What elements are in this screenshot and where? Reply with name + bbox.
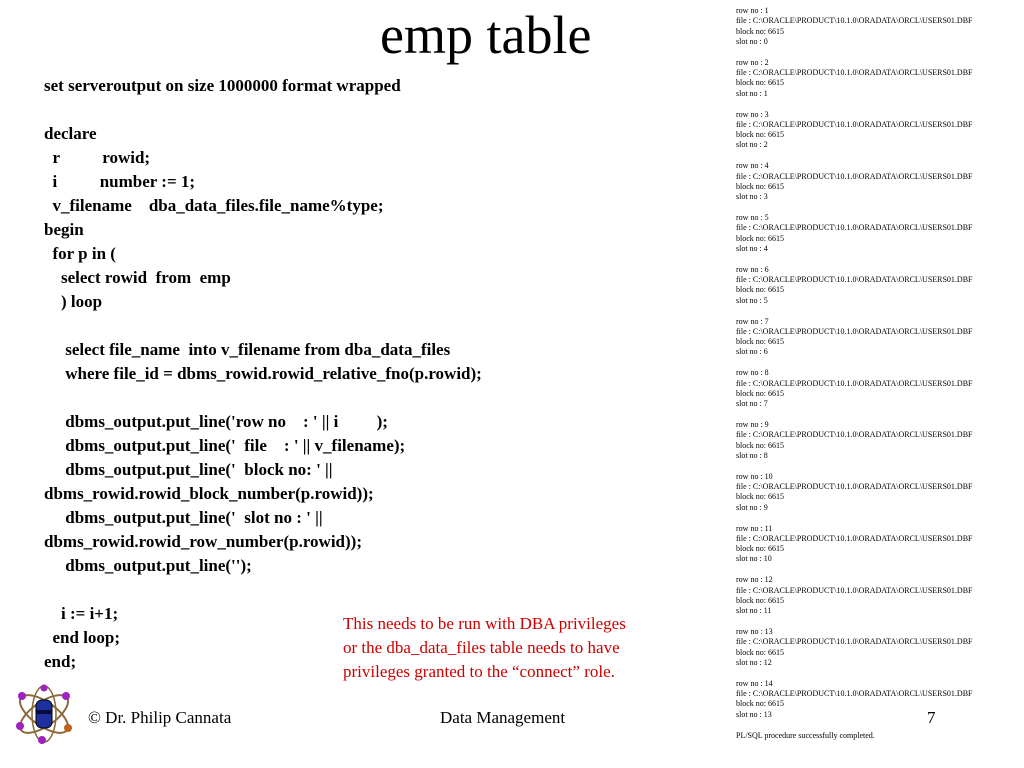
code-listing	[44, 74, 482, 674]
output-line: row no : 9	[736, 420, 769, 429]
footer-course: Data Management	[440, 708, 566, 727]
code-line: i := i+1;	[44, 604, 119, 623]
output-line: slot no : 5	[736, 295, 768, 305]
output-record	[736, 679, 973, 720]
output-line: file : C:\ORACLE\PRODUCT\10.1.0\ORADATA\ORCL\USERS01.DBF	[736, 637, 973, 647]
output-line: block no: 6615	[736, 595, 784, 605]
output-line: file : C:\ORACLE\PRODUCT\10.1.0\ORADATA\ORCL\USERS01.DBF	[736, 533, 973, 543]
code-line: select file_name into v_filename from dba_data_files	[44, 340, 451, 359]
output-line: row no : 14	[736, 678, 773, 688]
output-line: file : C:\ORACLE\PRODUCT\10.1.0\ORADATA\ORCL\USERS01.DBF	[736, 171, 973, 181]
output-completion-message: PL/SQL procedure successfully completed.	[736, 730, 875, 740]
code-line: declare	[44, 124, 97, 143]
output-line: row no : 11	[736, 523, 773, 533]
code-line	[44, 98, 482, 122]
output-line: row no : 12	[736, 575, 773, 585]
output-line: block no: 6615	[736, 440, 784, 450]
code-line: end;	[44, 652, 77, 671]
output-line: file : C:\ORACLE\PRODUCT\10.1.0\ORADATA\ORCL\USERS01.DBF	[736, 482, 973, 491]
code-line: dbms_output.put_line('row no : ' || i );	[44, 412, 388, 431]
output-line: file : C:\ORACLE\PRODUCT\10.1.0\ORADATA\ORCL\USERS01.DBF	[736, 275, 973, 284]
output-line: block no: 6615	[736, 388, 784, 398]
slide-title: emp table	[380, 5, 592, 65]
output-line: slot no : 8	[736, 450, 768, 460]
output-record	[736, 317, 973, 358]
output-line: slot no : 7	[736, 399, 768, 408]
output-line: row no : 2	[736, 57, 769, 67]
molecule-logo-icon	[12, 682, 76, 746]
note-line: This needs to be run with DBA privileges	[343, 614, 626, 633]
output-record	[736, 575, 973, 616]
output-line: slot no : 0	[736, 36, 768, 46]
output-record	[736, 420, 973, 461]
note-line: privileges granted to the “connect” role.	[343, 662, 615, 681]
output-line: slot no : 10	[736, 554, 772, 564]
code-line: begin	[44, 220, 84, 239]
output-line: row no : 7	[736, 316, 769, 326]
output-line: file : C:\ORACLE\PRODUCT\10.1.0\ORADATA\ORCL\USERS01.DBF	[736, 223, 973, 233]
code-line: dbms_output.put_line('');	[44, 556, 252, 575]
output-line: block no: 6615	[736, 699, 784, 709]
output-line: block no: 6615	[736, 233, 784, 243]
output-line: block no: 6615	[736, 130, 784, 139]
code-line: dbms_output.put_line(' file : ' || v_filename);	[44, 436, 406, 455]
code-line: end loop;	[44, 628, 121, 647]
output-line: row no : 8	[736, 368, 769, 378]
note-line: or the dba_data_files table needs to have	[343, 638, 620, 657]
output-record	[736, 524, 973, 565]
code-line: for p in (	[44, 244, 116, 263]
output-line: file : C:\ORACLE\PRODUCT\10.1.0\ORADATA\ORCL\USERS01.DBF	[736, 378, 973, 388]
output-line: row no : 10	[736, 471, 773, 481]
footer-author: © Dr. Philip Cannata	[88, 708, 232, 727]
output-line: slot no : 12	[736, 657, 772, 667]
output-line: slot no : 2	[736, 140, 768, 150]
output-line: file : C:\ORACLE\PRODUCT\10.1.0\ORADATA\ORCL\USERS01.DBF	[736, 119, 973, 129]
output-line: row no : 13	[736, 627, 773, 636]
code-line: where file_id = dbms_rowid.rowid_relative_fno(p.rowid);	[44, 364, 482, 383]
output-line: block no: 6615	[736, 544, 784, 553]
code-line: ) loop	[44, 292, 103, 311]
code-line: r rowid;	[44, 148, 151, 167]
output-line: file : C:\ORACLE\PRODUCT\10.1.0\ORADATA\ORCL\USERS01.DBF	[736, 16, 973, 26]
code-line: i number := 1;	[44, 172, 196, 191]
output-line: file : C:\ORACLE\PRODUCT\10.1.0\ORADATA\ORCL\USERS01.DBF	[736, 585, 973, 595]
output-record	[736, 265, 973, 306]
output-line: block no: 6615	[736, 647, 784, 657]
output-record	[736, 161, 973, 202]
output-line: slot no : 11	[736, 606, 772, 615]
output-line: file : C:\ORACLE\PRODUCT\10.1.0\ORADATA\ORCL\USERS01.DBF	[736, 430, 973, 440]
code-line: dbms_rowid.rowid_row_number(p.rowid));	[44, 532, 362, 551]
query-output	[736, 6, 973, 741]
code-line	[44, 386, 482, 410]
code-line: set serveroutput on size 1000000 format wrapped	[44, 76, 401, 95]
output-line: row no : 5	[736, 213, 769, 222]
output-line: row no : 6	[736, 264, 769, 274]
code-line: v_filename dba_data_files.file_name%type;	[44, 196, 384, 215]
output-line: slot no : 4	[736, 243, 768, 253]
output-line: block no: 6615	[736, 181, 784, 191]
output-line: row no : 3	[736, 109, 769, 119]
privilege-note	[343, 612, 703, 684]
output-line: block no: 6615	[736, 285, 784, 295]
output-record	[736, 472, 973, 513]
output-line: slot no : 3	[736, 192, 768, 201]
output-line: block no: 6615	[736, 337, 784, 346]
code-line: select rowid from emp	[44, 268, 231, 287]
output-record	[736, 6, 973, 47]
output-record	[736, 368, 973, 409]
code-line: dbms_output.put_line(' block no: ' ||	[44, 460, 333, 479]
page-number: 7	[927, 708, 936, 727]
output-record	[736, 627, 973, 668]
code-line	[44, 578, 482, 602]
output-line: file : C:\ORACLE\PRODUCT\10.1.0\ORADATA\ORCL\USERS01.DBF	[736, 68, 973, 77]
output-line: block no: 6615	[736, 26, 784, 36]
output-record	[736, 110, 973, 151]
output-record	[736, 58, 973, 99]
output-line: row no : 1	[736, 6, 769, 15]
output-line: file : C:\ORACLE\PRODUCT\10.1.0\ORADATA\ORCL\USERS01.DBF	[736, 326, 973, 336]
code-line: dbms_output.put_line(' slot no : ' ||	[44, 508, 323, 527]
code-line	[44, 314, 482, 338]
output-line: slot no : 1	[736, 88, 768, 98]
output-record	[736, 213, 973, 254]
output-line: slot no : 13	[736, 709, 772, 719]
output-line: row no : 4	[736, 161, 769, 171]
code-line: dbms_rowid.rowid_block_number(p.rowid));	[44, 484, 374, 503]
output-line: file : C:\ORACLE\PRODUCT\10.1.0\ORADATA\ORCL\USERS01.DBF	[736, 689, 973, 698]
output-line: slot no : 9	[736, 502, 768, 512]
output-line: block no: 6615	[736, 78, 784, 88]
output-line: block no: 6615	[736, 492, 784, 502]
output-line: slot no : 6	[736, 347, 768, 357]
